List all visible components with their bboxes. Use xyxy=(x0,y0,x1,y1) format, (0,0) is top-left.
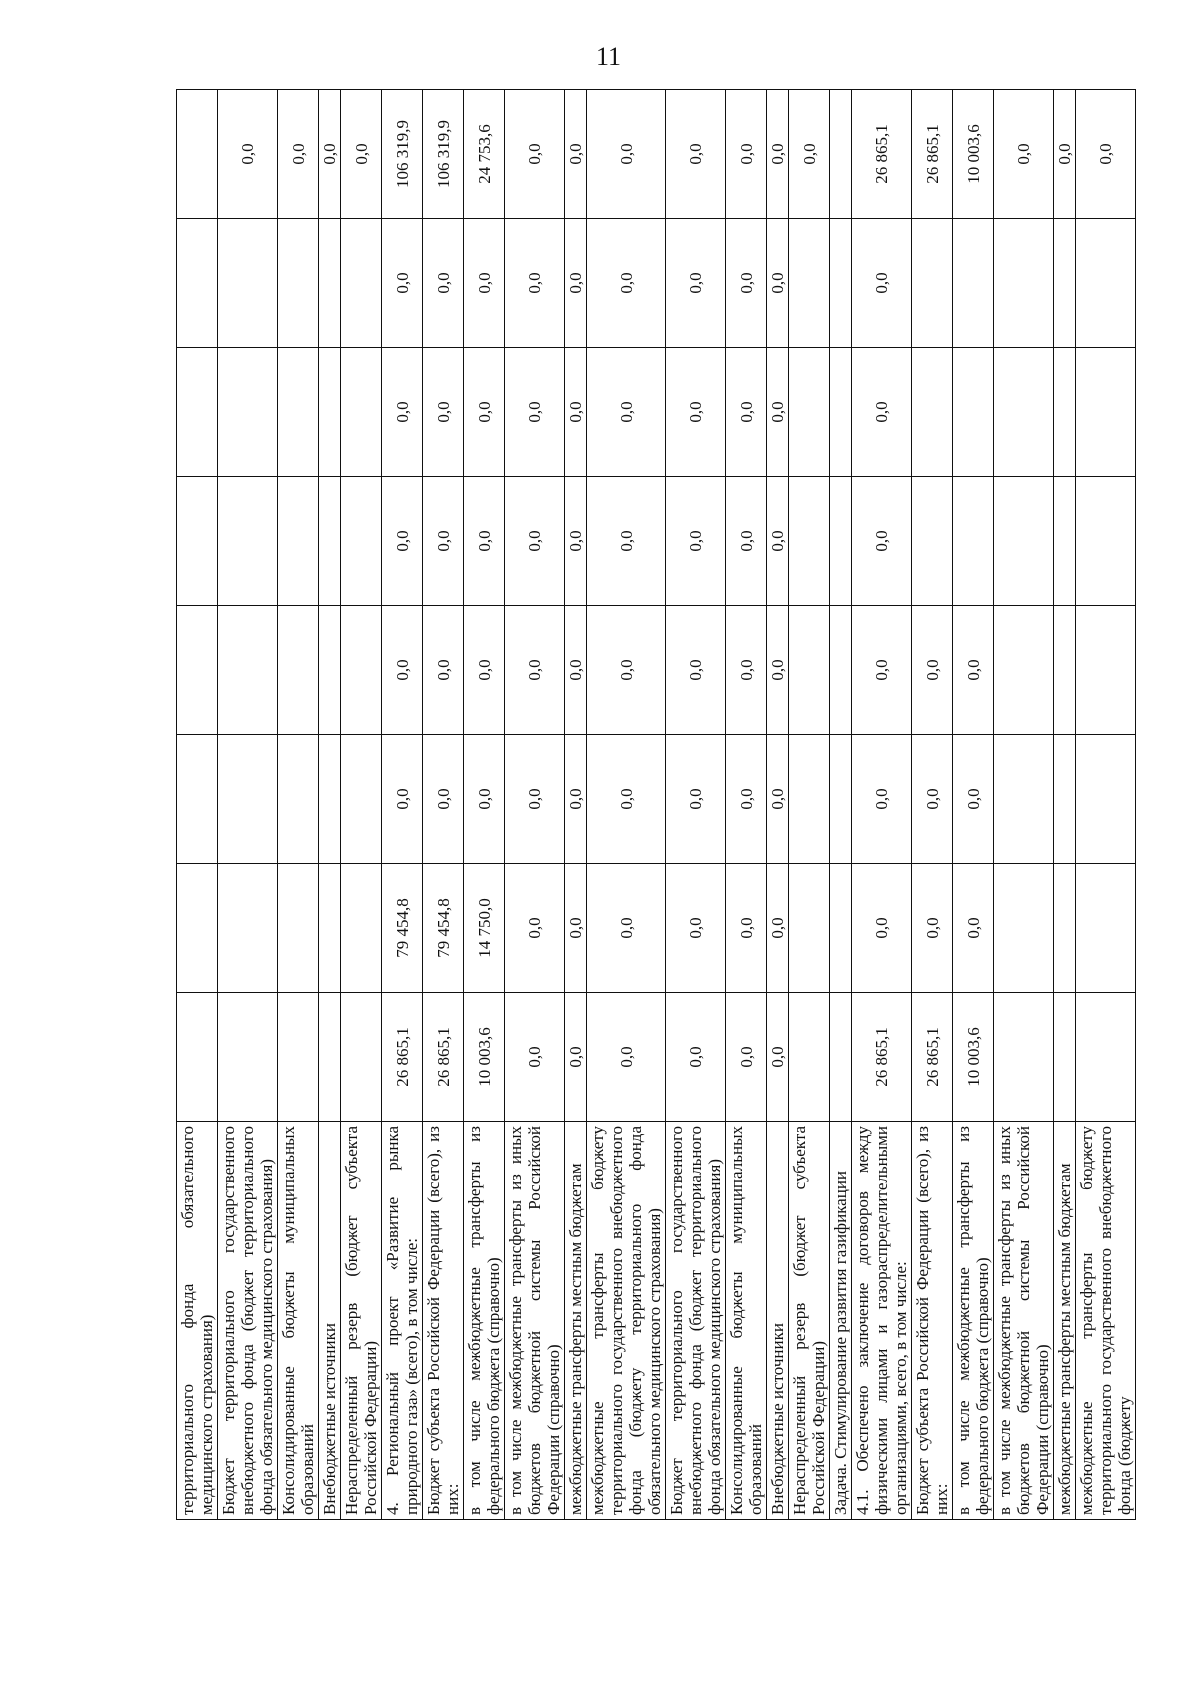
value-cell: 0,0 xyxy=(726,348,767,477)
value-cell xyxy=(218,219,278,348)
value-cell xyxy=(341,348,382,477)
value-cell: 0,0 xyxy=(953,606,994,735)
total-cell: 0,0 xyxy=(767,90,789,219)
value-cell xyxy=(789,219,830,348)
total-cell: 0,0 xyxy=(218,90,278,219)
value-cell: 0,0 xyxy=(767,219,789,348)
row-label: Внебюджетные источники xyxy=(767,1122,789,1520)
budget-table xyxy=(176,89,1136,1520)
value-cell: 0,0 xyxy=(767,735,789,864)
value-cell xyxy=(341,219,382,348)
row-label: межбюджетные трансферты местным бюджетам xyxy=(1054,1122,1076,1520)
value-cell: 0,0 xyxy=(767,348,789,477)
value-cell: 0,0 xyxy=(505,993,565,1122)
value-cell xyxy=(177,864,218,993)
value-cell: 0,0 xyxy=(423,219,464,348)
row-label: Консолидированные бюджеты муниципальных образований xyxy=(278,1122,319,1520)
value-cell: 0,0 xyxy=(852,477,912,606)
value-cell xyxy=(177,606,218,735)
value-cell xyxy=(319,993,341,1122)
value-cell xyxy=(1076,348,1136,477)
value-cell xyxy=(319,735,341,864)
total-cell: 0,0 xyxy=(565,90,587,219)
total-cell xyxy=(830,90,852,219)
value-cell: 0,0 xyxy=(565,219,587,348)
value-cell: 0,0 xyxy=(726,219,767,348)
row-label: межбюджетные трансферты бюджету территориального государственного внебюджетного фонда (бюджету xyxy=(1076,1122,1136,1520)
table-row xyxy=(789,90,830,1520)
value-cell xyxy=(1054,606,1076,735)
value-cell: 0,0 xyxy=(587,606,666,735)
table-row xyxy=(953,90,994,1520)
value-cell: 0,0 xyxy=(726,606,767,735)
table-row xyxy=(218,90,278,1520)
row-label: Внебюджетные источники xyxy=(319,1122,341,1520)
value-cell: 0,0 xyxy=(587,477,666,606)
value-cell xyxy=(1076,993,1136,1122)
value-cell xyxy=(278,477,319,606)
total-cell: 26 865,1 xyxy=(912,90,953,219)
value-cell xyxy=(953,477,994,606)
value-cell xyxy=(218,735,278,864)
table-row xyxy=(177,90,218,1520)
value-cell: 0,0 xyxy=(382,606,423,735)
value-cell: 0,0 xyxy=(464,735,505,864)
value-cell: 0,0 xyxy=(587,219,666,348)
total-cell: 10 003,6 xyxy=(953,90,994,219)
table-row xyxy=(278,90,319,1520)
value-cell xyxy=(341,993,382,1122)
value-cell: 0,0 xyxy=(726,993,767,1122)
value-cell: 0,0 xyxy=(587,993,666,1122)
value-cell: 0,0 xyxy=(726,477,767,606)
value-cell: 0,0 xyxy=(565,993,587,1122)
total-cell: 0,0 xyxy=(666,90,726,219)
value-cell: 0,0 xyxy=(666,477,726,606)
value-cell xyxy=(1076,864,1136,993)
table-row xyxy=(565,90,587,1520)
value-cell: 10 003,6 xyxy=(464,993,505,1122)
value-cell xyxy=(1054,864,1076,993)
value-cell xyxy=(994,477,1054,606)
value-cell xyxy=(830,993,852,1122)
row-label: 4.1. Обеспечено заключение договоров между физическими лицами и газораспределительными организациями, всего, в том числе: xyxy=(852,1122,912,1520)
value-cell: 0,0 xyxy=(464,606,505,735)
value-cell: 0,0 xyxy=(852,864,912,993)
total-cell: 106 319,9 xyxy=(423,90,464,219)
value-cell xyxy=(789,993,830,1122)
value-cell: 0,0 xyxy=(505,606,565,735)
value-cell: 0,0 xyxy=(464,477,505,606)
row-label: в том числе межбюджетные трансферты из иных бюджетов бюджетной системы Российской Федерации (справочно) xyxy=(505,1122,565,1520)
value-cell xyxy=(912,219,953,348)
value-cell xyxy=(177,219,218,348)
total-cell: 0,0 xyxy=(278,90,319,219)
table-row xyxy=(464,90,505,1520)
value-cell xyxy=(1076,219,1136,348)
row-label: в том числе межбюджетные трансферты из федерального бюджета (справочно) xyxy=(464,1122,505,1520)
table-row xyxy=(319,90,341,1520)
value-cell xyxy=(994,219,1054,348)
value-cell xyxy=(994,864,1054,993)
table-row xyxy=(666,90,726,1520)
value-cell xyxy=(953,348,994,477)
value-cell xyxy=(1054,219,1076,348)
value-cell: 0,0 xyxy=(464,219,505,348)
value-cell xyxy=(341,735,382,864)
table-row xyxy=(830,90,852,1520)
value-cell: 0,0 xyxy=(852,219,912,348)
value-cell: 0,0 xyxy=(382,348,423,477)
total-cell: 0,0 xyxy=(1054,90,1076,219)
total-cell: 0,0 xyxy=(341,90,382,219)
value-cell xyxy=(789,735,830,864)
value-cell xyxy=(319,606,341,735)
total-cell: 0,0 xyxy=(1076,90,1136,219)
value-cell: 0,0 xyxy=(953,735,994,864)
value-cell xyxy=(994,606,1054,735)
row-label: в том числе межбюджетные трансферты из федерального бюджета (справочно) xyxy=(953,1122,994,1520)
value-cell xyxy=(830,735,852,864)
table-row xyxy=(1076,90,1136,1520)
value-cell: 14 750,0 xyxy=(464,864,505,993)
value-cell: 0,0 xyxy=(565,864,587,993)
total-cell: 24 753,6 xyxy=(464,90,505,219)
row-label: Бюджет территориального государственного внебюджетного фонда (бюджет территориального фонда обязательного медицинского страхования) xyxy=(666,1122,726,1520)
table-row xyxy=(505,90,565,1520)
value-cell xyxy=(218,348,278,477)
value-cell: 0,0 xyxy=(767,864,789,993)
value-cell xyxy=(278,993,319,1122)
value-cell: 79 454,8 xyxy=(423,864,464,993)
value-cell: 26 865,1 xyxy=(382,993,423,1122)
table-row xyxy=(382,90,423,1520)
value-cell: 0,0 xyxy=(852,735,912,864)
value-cell: 26 865,1 xyxy=(423,993,464,1122)
row-label: территориального фонда обязательного медицинского страхования) xyxy=(177,1122,218,1520)
value-cell xyxy=(830,477,852,606)
value-cell: 0,0 xyxy=(912,864,953,993)
total-cell: 0,0 xyxy=(319,90,341,219)
value-cell xyxy=(218,864,278,993)
value-cell xyxy=(994,348,1054,477)
value-cell xyxy=(177,348,218,477)
budget-table-body xyxy=(177,90,1136,1520)
value-cell xyxy=(319,219,341,348)
total-cell: 106 319,9 xyxy=(382,90,423,219)
value-cell xyxy=(341,477,382,606)
value-cell xyxy=(994,735,1054,864)
value-cell xyxy=(912,477,953,606)
value-cell xyxy=(1054,993,1076,1122)
value-cell xyxy=(1076,735,1136,864)
value-cell: 0,0 xyxy=(587,735,666,864)
value-cell xyxy=(789,348,830,477)
value-cell: 0,0 xyxy=(767,993,789,1122)
value-cell: 0,0 xyxy=(382,735,423,864)
row-label: в том числе межбюджетные трансферты из иных бюджетов бюджетной системы Российской Федерации (справочно) xyxy=(994,1122,1054,1520)
value-cell: 0,0 xyxy=(666,606,726,735)
value-cell xyxy=(341,606,382,735)
table-row xyxy=(423,90,464,1520)
value-cell: 0,0 xyxy=(505,477,565,606)
value-cell: 0,0 xyxy=(505,219,565,348)
value-cell: 26 865,1 xyxy=(912,993,953,1122)
value-cell xyxy=(830,219,852,348)
value-cell xyxy=(1054,348,1076,477)
value-cell: 0,0 xyxy=(423,477,464,606)
value-cell xyxy=(278,735,319,864)
value-cell xyxy=(319,864,341,993)
value-cell xyxy=(789,477,830,606)
value-cell: 0,0 xyxy=(912,735,953,864)
value-cell: 0,0 xyxy=(505,348,565,477)
table-row xyxy=(587,90,666,1520)
table-row xyxy=(341,90,382,1520)
value-cell: 0,0 xyxy=(464,348,505,477)
value-cell: 0,0 xyxy=(587,348,666,477)
value-cell xyxy=(278,348,319,477)
row-label: межбюджетные трансферты местным бюджетам xyxy=(565,1122,587,1520)
value-cell xyxy=(953,219,994,348)
value-cell xyxy=(1054,735,1076,864)
total-cell: 0,0 xyxy=(726,90,767,219)
value-cell: 0,0 xyxy=(767,477,789,606)
value-cell xyxy=(177,993,218,1122)
table-row xyxy=(767,90,789,1520)
value-cell xyxy=(830,348,852,477)
value-cell xyxy=(994,993,1054,1122)
value-cell: 79 454,8 xyxy=(382,864,423,993)
value-cell xyxy=(830,864,852,993)
value-cell: 0,0 xyxy=(423,348,464,477)
value-cell: 0,0 xyxy=(666,864,726,993)
row-label: межбюджетные трансферты бюджету территориального государственного внебюджетного фонда (бюджету территориального фонда обязательного медицинского страхования) xyxy=(587,1122,666,1520)
value-cell xyxy=(177,477,218,606)
row-label: Нераспределенный резерв (бюджет субъекта Российской Федерации) xyxy=(789,1122,830,1520)
value-cell xyxy=(789,606,830,735)
value-cell xyxy=(218,477,278,606)
value-cell xyxy=(1076,477,1136,606)
value-cell: 0,0 xyxy=(423,735,464,864)
value-cell xyxy=(278,864,319,993)
value-cell xyxy=(789,864,830,993)
row-label: Консолидированные бюджеты муниципальных образований xyxy=(726,1122,767,1520)
row-label: Бюджет субъекта Российской Федерации (всего), из них: xyxy=(912,1122,953,1520)
table-row xyxy=(726,90,767,1520)
value-cell xyxy=(218,606,278,735)
value-cell: 0,0 xyxy=(726,735,767,864)
value-cell: 0,0 xyxy=(666,348,726,477)
total-cell: 0,0 xyxy=(789,90,830,219)
value-cell: 0,0 xyxy=(565,348,587,477)
value-cell: 0,0 xyxy=(666,219,726,348)
value-cell: 0,0 xyxy=(666,993,726,1122)
value-cell: 0,0 xyxy=(767,606,789,735)
table-row xyxy=(994,90,1054,1520)
value-cell: 0,0 xyxy=(587,864,666,993)
value-cell: 10 003,6 xyxy=(953,993,994,1122)
value-cell xyxy=(177,735,218,864)
value-cell xyxy=(319,348,341,477)
value-cell: 0,0 xyxy=(382,219,423,348)
table-row xyxy=(1054,90,1076,1520)
value-cell: 0,0 xyxy=(423,606,464,735)
table-row xyxy=(852,90,912,1520)
value-cell xyxy=(218,993,278,1122)
value-cell: 0,0 xyxy=(852,348,912,477)
total-cell: 0,0 xyxy=(587,90,666,219)
row-label: Бюджет субъекта Российской Федерации (всего), из них: xyxy=(423,1122,464,1520)
value-cell xyxy=(278,606,319,735)
value-cell: 0,0 xyxy=(382,477,423,606)
total-cell: 26 865,1 xyxy=(852,90,912,219)
value-cell: 26 865,1 xyxy=(852,993,912,1122)
value-cell: 0,0 xyxy=(852,606,912,735)
value-cell xyxy=(278,219,319,348)
table-row xyxy=(912,90,953,1520)
value-cell: 0,0 xyxy=(726,864,767,993)
value-cell: 0,0 xyxy=(666,735,726,864)
value-cell: 0,0 xyxy=(953,864,994,993)
row-label: Бюджет территориального государственного внебюджетного фонда (бюджет территориального фонда обязательного медицинского страхования) xyxy=(218,1122,278,1520)
total-cell: 0,0 xyxy=(994,90,1054,219)
row-label: 4. Региональный проект «Развитие рынка природного газа» (всего), в том числе: xyxy=(382,1122,423,1520)
row-label: Задача. Стимулирование развития газификации xyxy=(830,1122,852,1520)
row-label: Нераспределенный резерв (бюджет субъекта Российской Федерации) xyxy=(341,1122,382,1520)
value-cell: 0,0 xyxy=(505,864,565,993)
value-cell xyxy=(830,606,852,735)
total-cell: 0,0 xyxy=(505,90,565,219)
value-cell xyxy=(1076,606,1136,735)
value-cell xyxy=(341,864,382,993)
value-cell: 0,0 xyxy=(565,735,587,864)
value-cell: 0,0 xyxy=(505,735,565,864)
value-cell xyxy=(319,477,341,606)
value-cell xyxy=(912,348,953,477)
value-cell xyxy=(1054,477,1076,606)
page-number: 11 xyxy=(596,42,622,71)
value-cell: 0,0 xyxy=(565,606,587,735)
rotated-table-container xyxy=(176,90,1134,1520)
value-cell: 0,0 xyxy=(912,606,953,735)
total-cell xyxy=(177,90,218,219)
value-cell: 0,0 xyxy=(565,477,587,606)
